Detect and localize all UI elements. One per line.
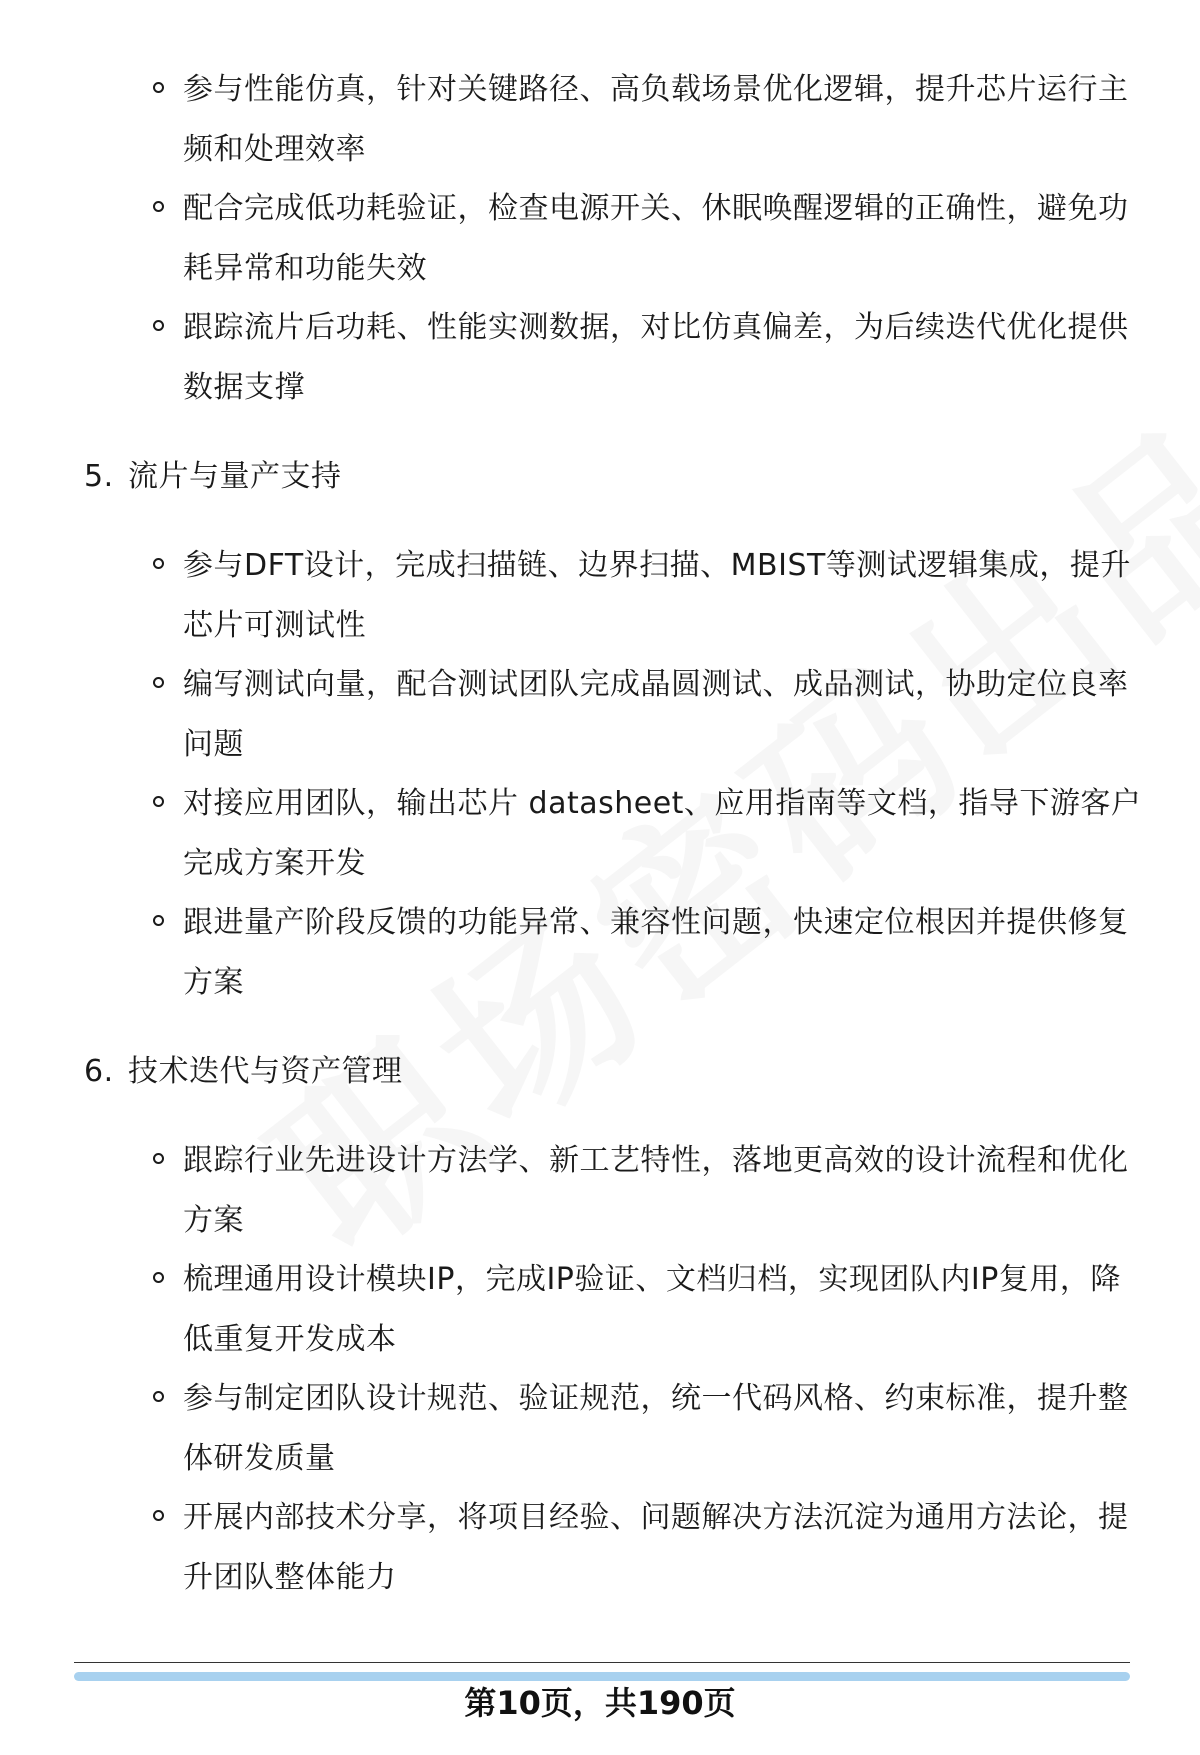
bullet-icon bbox=[153, 1153, 164, 1164]
list-item bbox=[183, 774, 1143, 894]
footer-bar bbox=[74, 1672, 1130, 1681]
list-item-text: 编写测试向量，配合测试团队完成晶圆测试、成品测试，协助定位良率问题 bbox=[183, 667, 1129, 762]
list-item-text: 跟进量产阶段反馈的功能异常、兼容性问题，快速定位根因并提供修复方案 bbox=[183, 905, 1129, 1000]
bullet-icon bbox=[153, 558, 164, 569]
list-item-text: 配合完成低功耗验证，检查电源开关、休眠唤醒逻辑的正确性，避免功耗异常和功能失效 bbox=[183, 191, 1129, 286]
list-item-text: 参与DFT设计，完成扫描链、边界扫描、MBIST等测试逻辑集成，提升芯片可测试性 bbox=[183, 548, 1131, 643]
bullet-icon bbox=[153, 796, 164, 807]
list-item bbox=[183, 893, 1143, 1013]
footer-divider bbox=[74, 1662, 1130, 1663]
list-item-text: 跟踪流片后功耗、性能实测数据，对比仿真偏差，为后续迭代优化提供数据支撑 bbox=[183, 310, 1129, 405]
bullet-icon bbox=[153, 201, 164, 212]
list-item bbox=[183, 1250, 1143, 1370]
section-heading bbox=[84, 1050, 403, 1094]
list-item bbox=[183, 1131, 1143, 1251]
list-item bbox=[183, 655, 1143, 775]
page-number: 第10页，共190页 bbox=[464, 1684, 736, 1722]
section-number: 6. bbox=[84, 1054, 114, 1089]
bullet-icon bbox=[153, 1510, 164, 1521]
bullet-icon bbox=[153, 915, 164, 926]
section-title: 流片与量产支持 bbox=[128, 459, 342, 494]
list-item bbox=[183, 179, 1143, 299]
bullet-icon bbox=[153, 677, 164, 688]
list-item-text: 开展内部技术分享，将项目经验、问题解决方法沉淀为通用方法论，提升团队整体能力 bbox=[183, 1500, 1129, 1595]
list-item-text: 对接应用团队，输出芯片 datasheet、应用指南等文档，指导下游客户完成方案开发 bbox=[183, 786, 1142, 881]
list-item-text: 梳理通用设计模块IP，完成IP验证、文档归档，实现团队内IP复用，降低重复开发成本 bbox=[183, 1262, 1121, 1357]
section-title: 技术迭代与资产管理 bbox=[128, 1054, 403, 1089]
bullet-icon bbox=[153, 82, 164, 93]
list-item-text: 跟踪行业先进设计方法学、新工艺特性，落地更高效的设计流程和优化方案 bbox=[183, 1143, 1129, 1238]
bullet-icon bbox=[153, 320, 164, 331]
list-item-text: 参与制定团队设计规范、验证规范，统一代码风格、约束标准，提升整体研发质量 bbox=[183, 1381, 1129, 1476]
bullet-icon bbox=[153, 1272, 164, 1283]
list-item bbox=[183, 1369, 1143, 1489]
section-heading bbox=[84, 455, 342, 499]
bullet-icon bbox=[153, 1391, 164, 1402]
section-number: 5. bbox=[84, 459, 114, 494]
list-item bbox=[183, 536, 1143, 656]
list-item bbox=[183, 1488, 1143, 1608]
list-item-text: 参与性能仿真，针对关键路径、高负载场景优化逻辑，提升芯片运行主频和处理效率 bbox=[183, 72, 1129, 167]
list-item bbox=[183, 298, 1143, 418]
list-item bbox=[183, 60, 1143, 180]
